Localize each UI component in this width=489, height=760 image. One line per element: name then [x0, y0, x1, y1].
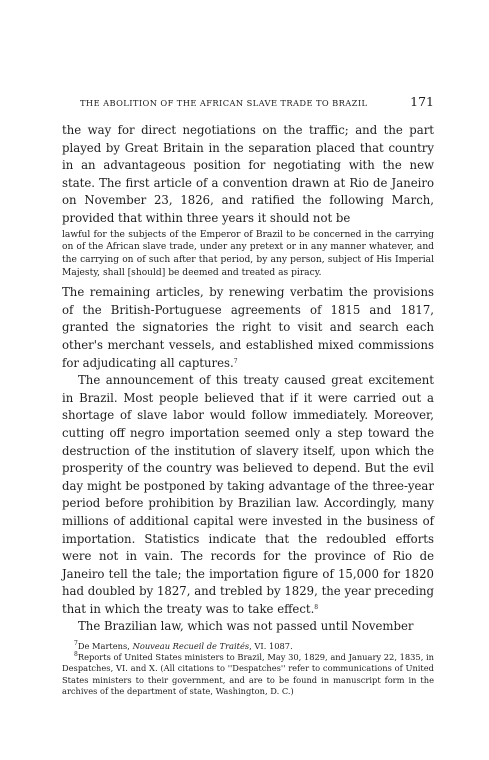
block-quote: lawful for the subjects of the Emperor of Brazil to be concerned in the carrying on of the African slave trade, under any pretext or in any manner whatever, and the carrying on of such after that period, by any person, subject of His Imperial Majesty, shall [should] be deemed and treated as piracy.	[62, 229, 434, 279]
footnote-ref-8: 8	[314, 603, 319, 611]
book-page	[62, 94, 434, 697]
running-title: THE ABOLITION OF THE AFRICAN SLAVE TRADE TO BRAZIL	[80, 98, 368, 108]
paragraph-1: the way for direct negotiations on the traffic; and the part played by Great Britain in the separation placed that country in an advantageous position for negotiating with the new state. The first article of a convention drawn at Rio de Janeiro on November 23, 1826, and ratified the following March, provided that within three years it should not be	[62, 123, 434, 225]
paragraph-2	[62, 284, 434, 372]
footnote-ref-7: 7	[233, 357, 238, 365]
footnote-7-author: De Martens,	[77, 641, 133, 652]
paragraph-2-text: The remaining articles, by renewing verbatim the provisions of the British-Portuguese agreements of 1815 and 1817, granted the signatories the right to visit and search each other's merchant vessels, and established mixed commissions for adjudicating all captures.	[62, 285, 434, 370]
footnotes	[62, 641, 434, 697]
footnote-8-text: Reports of United States ministers to Brazil, May 30, 1829, and January 22, 1835, in Despatches, VI. and X. (All citations to ''Despatches'' refer to communications of United States ministers to their government, and are to be found in manuscript form in the archives of the department of state, Washington, D. C.)	[62, 652, 434, 696]
footnote-7-rest: , VI. 1087.	[249, 641, 293, 652]
page-number: 171	[410, 94, 434, 109]
footnote-8	[62, 652, 434, 697]
footnote-mark-7: 7	[74, 640, 78, 648]
footnote-7	[62, 641, 434, 652]
running-head	[62, 94, 434, 112]
paragraph-3	[62, 372, 434, 618]
paragraph-4: The Brazilian law, which was not passed until November	[78, 619, 414, 634]
footnote-7-work: Nouveau Recueil de Traités	[132, 641, 250, 652]
footnote-mark-8: 8	[74, 651, 78, 659]
paragraph-3-text: The announcement of this treaty caused great excitement in Brazil. Most people believed that if it were carried out a shortage of slave labor would follow immediately. Moreover, cutting off negro importation seemed only a step toward the destruction of the institution of slavery itself, upon which the prosperity of the country was believed to depend. But the evil day might be postponed by taking advantage of the three-year period before prohibition by Brazilian law. Accordingly, many millions of additional capital were invested in the business of importation. Statistics indicate that the redoubled efforts were not in vain. The records for the province of Rio de Janeiro tell the tale; the importation figure of 15,000 for 1820 had doubled by 1827, and trebled by 1829, the year preceding that in which the treaty was to take effect.	[62, 373, 434, 616]
